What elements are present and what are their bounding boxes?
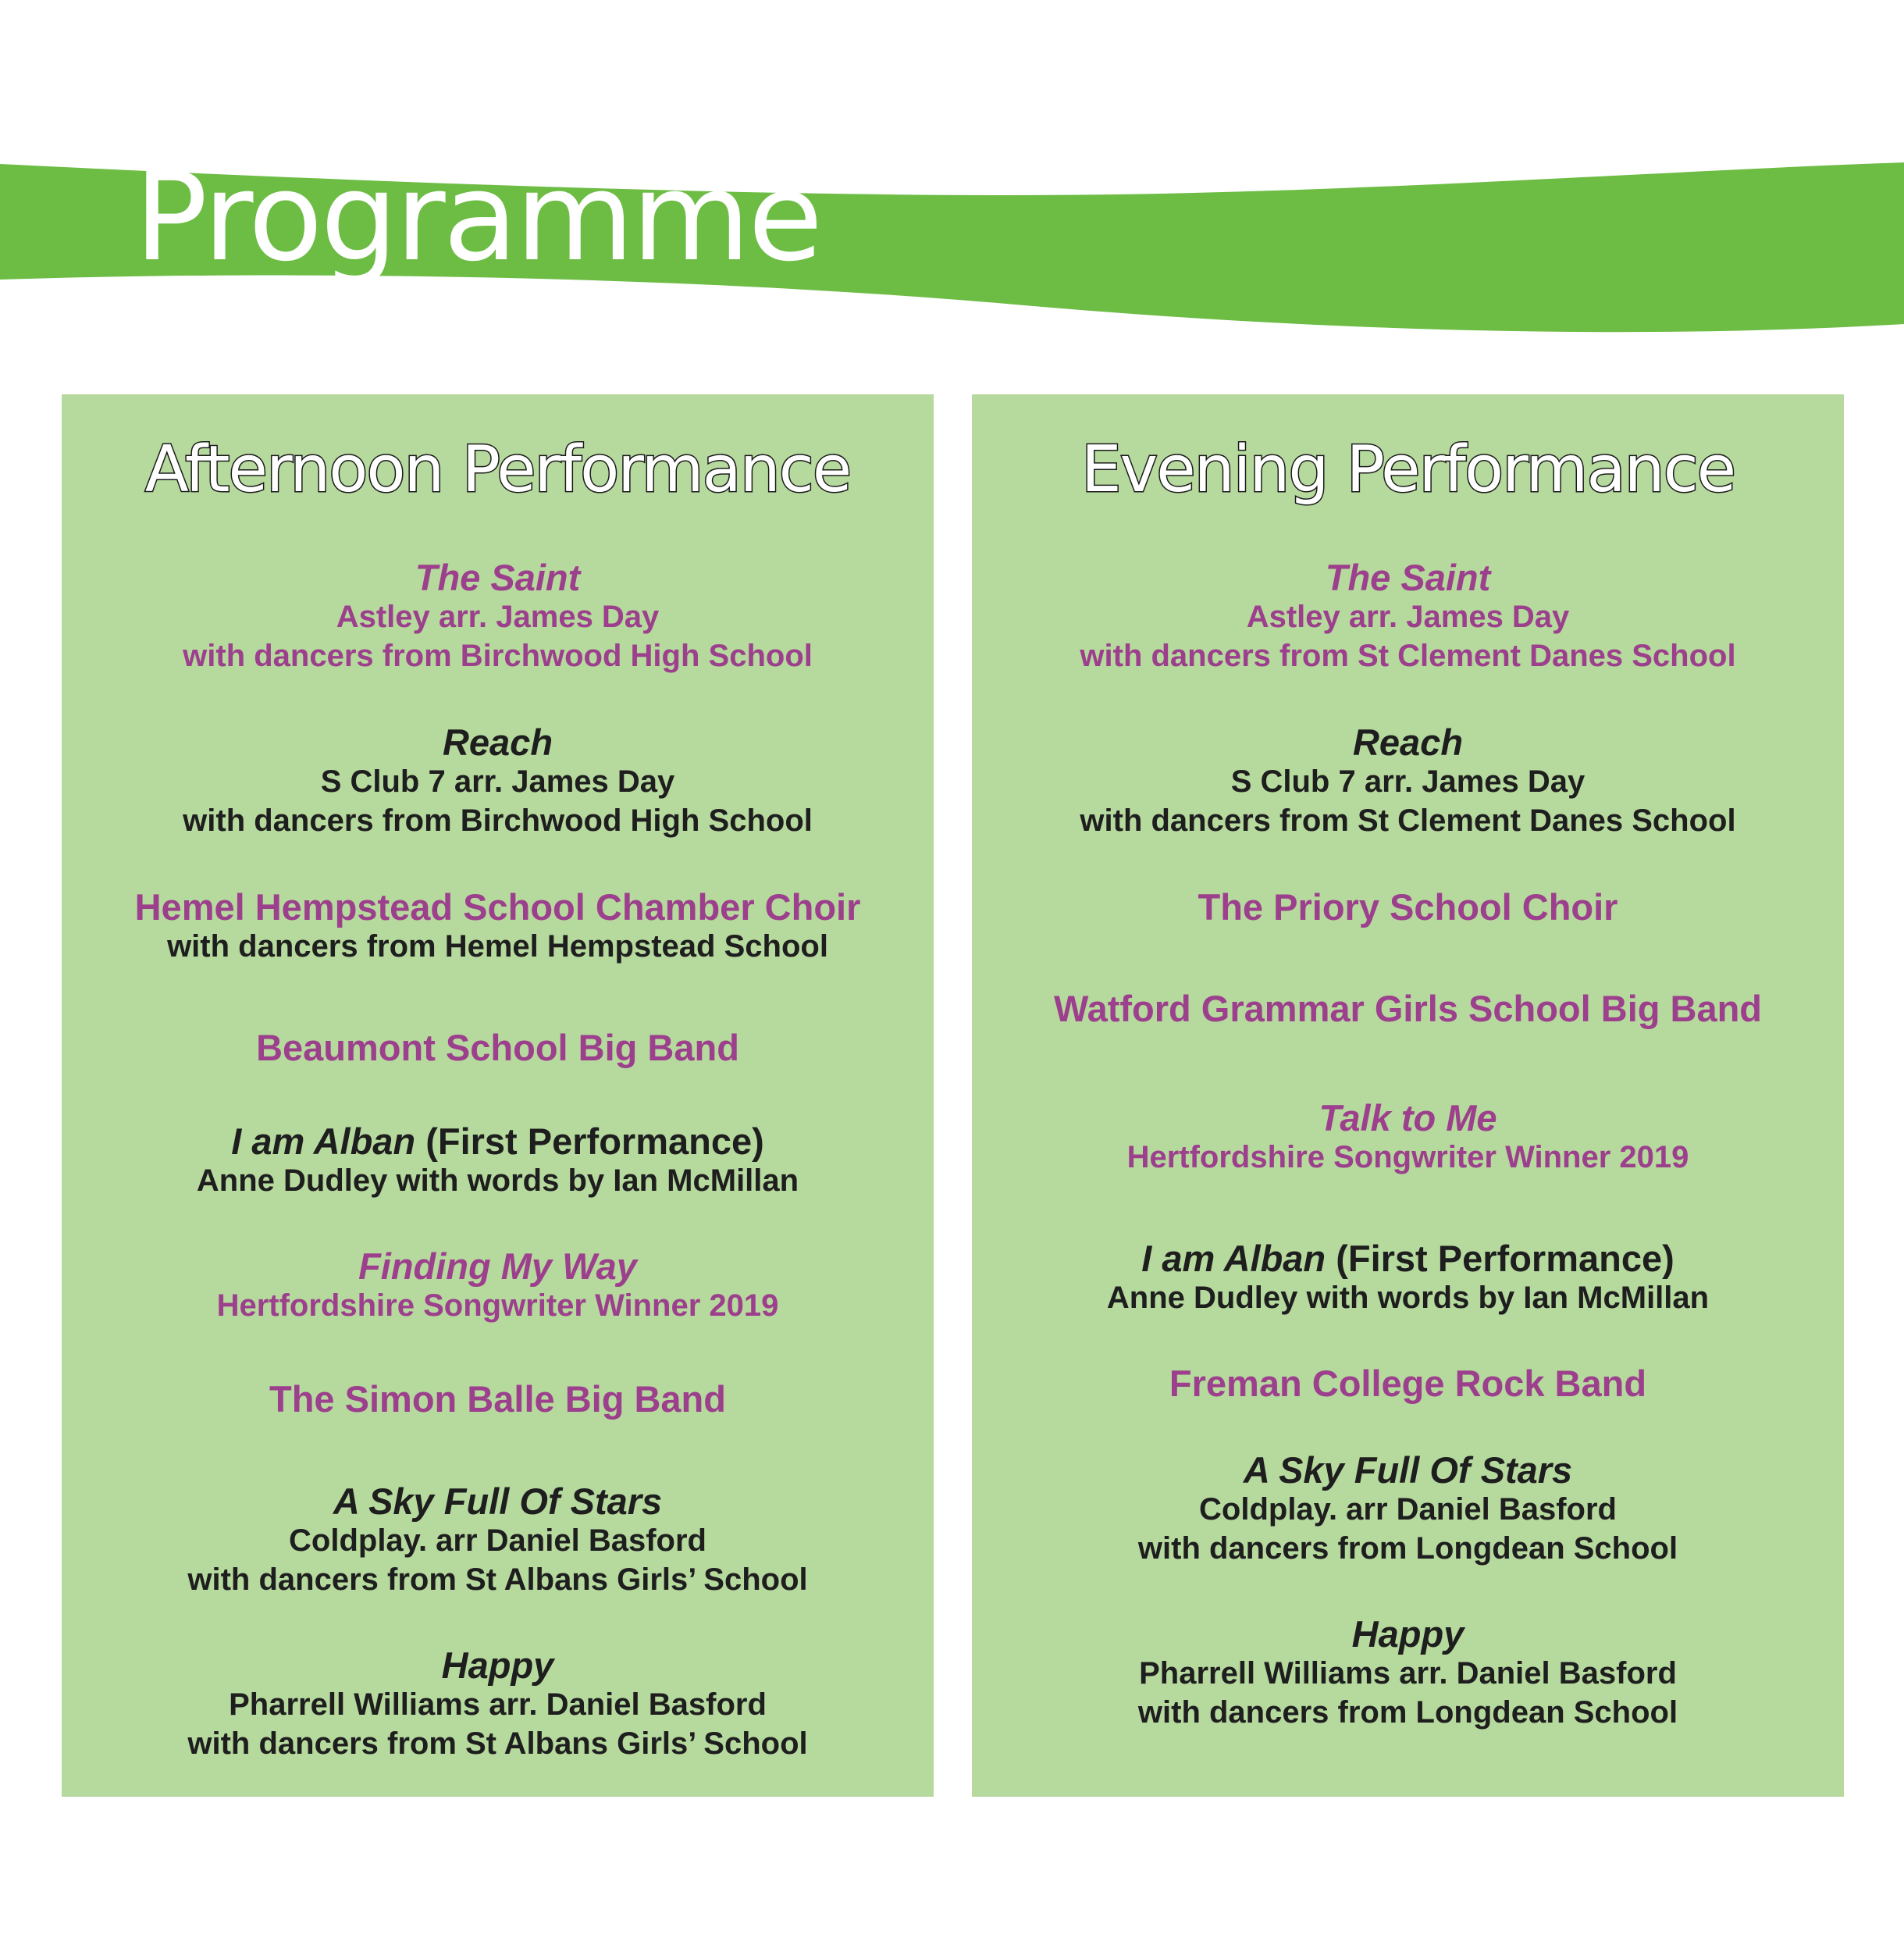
item-title: A Sky Full Of Stars xyxy=(1243,1449,1573,1491)
item-title: Hemel Hempstead School Chamber Choir xyxy=(134,886,861,928)
item-detail: with dancers from Longdean School xyxy=(1137,1531,1678,1566)
item-title: Happy xyxy=(441,1644,554,1686)
evening-heading: Evening Performance xyxy=(1080,433,1735,507)
item-note: (First Performance) xyxy=(425,1121,764,1162)
programme-item xyxy=(972,1099,1844,1177)
item-title: Talk to Me xyxy=(1319,1097,1497,1138)
item-detail: with dancers from St Clement Danes School xyxy=(1080,803,1736,838)
item-note: (First Performance) xyxy=(1336,1238,1674,1279)
item-title: A Sky Full Of Stars xyxy=(333,1480,663,1522)
programme-item xyxy=(972,1615,1844,1732)
item-detail: Anne Dudley with words by Ian McMillan xyxy=(196,1163,799,1198)
item-detail: Hertfordshire Songwriter Winner 2019 xyxy=(1126,1140,1689,1174)
item-detail: with dancers from Hemel Hempstead School xyxy=(167,929,828,964)
item-detail: with dancers from St Albans Girls’ School xyxy=(187,1726,808,1761)
item-detail: S Club 7 arr. James Day xyxy=(1230,764,1585,799)
item-title: Finding My Way xyxy=(358,1245,637,1287)
item-title: The Simon Balle Big Band xyxy=(269,1378,726,1420)
afternoon-panel xyxy=(62,394,934,1797)
programme-item xyxy=(62,1247,934,1325)
item-detail: Hertfordshire Songwriter Winner 2019 xyxy=(216,1288,779,1323)
item-detail: Coldplay. arr Daniel Basford xyxy=(289,1523,706,1558)
item-detail: with dancers from Longdean School xyxy=(1137,1695,1678,1730)
programme-item xyxy=(972,1364,1844,1403)
programme-item xyxy=(62,1646,934,1763)
item-title: Reach xyxy=(442,722,553,763)
item-detail: Pharrell Williams arr. Daniel Basford xyxy=(1139,1656,1677,1691)
item-detail: Astley arr. James Day xyxy=(1246,600,1570,634)
item-title: I am Alban xyxy=(231,1121,416,1162)
programme-item xyxy=(972,1451,1844,1568)
programme-item xyxy=(62,1028,934,1067)
item-title: Watford Grammar Girls School Big Band xyxy=(1053,988,1763,1029)
programme-item xyxy=(62,723,934,840)
programme-item xyxy=(62,558,934,675)
programme-item xyxy=(972,558,1844,675)
programme-item xyxy=(972,1239,1844,1317)
item-detail: with dancers from St Clement Danes School xyxy=(1080,639,1736,673)
programme-item xyxy=(62,888,934,966)
afternoon-heading: Afternoon Performance xyxy=(144,433,851,507)
item-detail: Coldplay. arr Daniel Basford xyxy=(1199,1492,1617,1527)
programme-item xyxy=(62,1380,934,1419)
programme-item xyxy=(972,989,1844,1028)
programme-banner xyxy=(0,0,1904,375)
page-title: Programme xyxy=(134,146,821,288)
item-title: Reach xyxy=(1352,722,1464,763)
item-detail: Anne Dudley with words by Ian McMillan xyxy=(1106,1281,1710,1315)
item-title: Beaumont School Big Band xyxy=(256,1027,739,1068)
item-title: The Saint xyxy=(1325,557,1491,598)
item-title: The Priory School Choir xyxy=(1198,886,1618,928)
programme-item xyxy=(62,1482,934,1599)
programme-item xyxy=(972,888,1844,927)
item-title: Freman College Rock Band xyxy=(1169,1363,1647,1404)
programme-item xyxy=(62,1122,934,1200)
programme-item xyxy=(972,723,1844,840)
item-title: I am Alban xyxy=(1141,1238,1326,1279)
item-title: Happy xyxy=(1351,1613,1464,1655)
item-detail: S Club 7 arr. James Day xyxy=(320,764,675,799)
item-detail: with dancers from St Albans Girls’ School xyxy=(187,1562,808,1597)
item-title: The Saint xyxy=(415,557,581,598)
evening-panel xyxy=(972,394,1844,1797)
item-detail: with dancers from Birchwood High School xyxy=(183,639,813,673)
item-detail: with dancers from Birchwood High School xyxy=(183,803,813,838)
item-detail: Astley arr. James Day xyxy=(336,600,660,634)
item-detail: Pharrell Williams arr. Daniel Basford xyxy=(229,1687,767,1722)
